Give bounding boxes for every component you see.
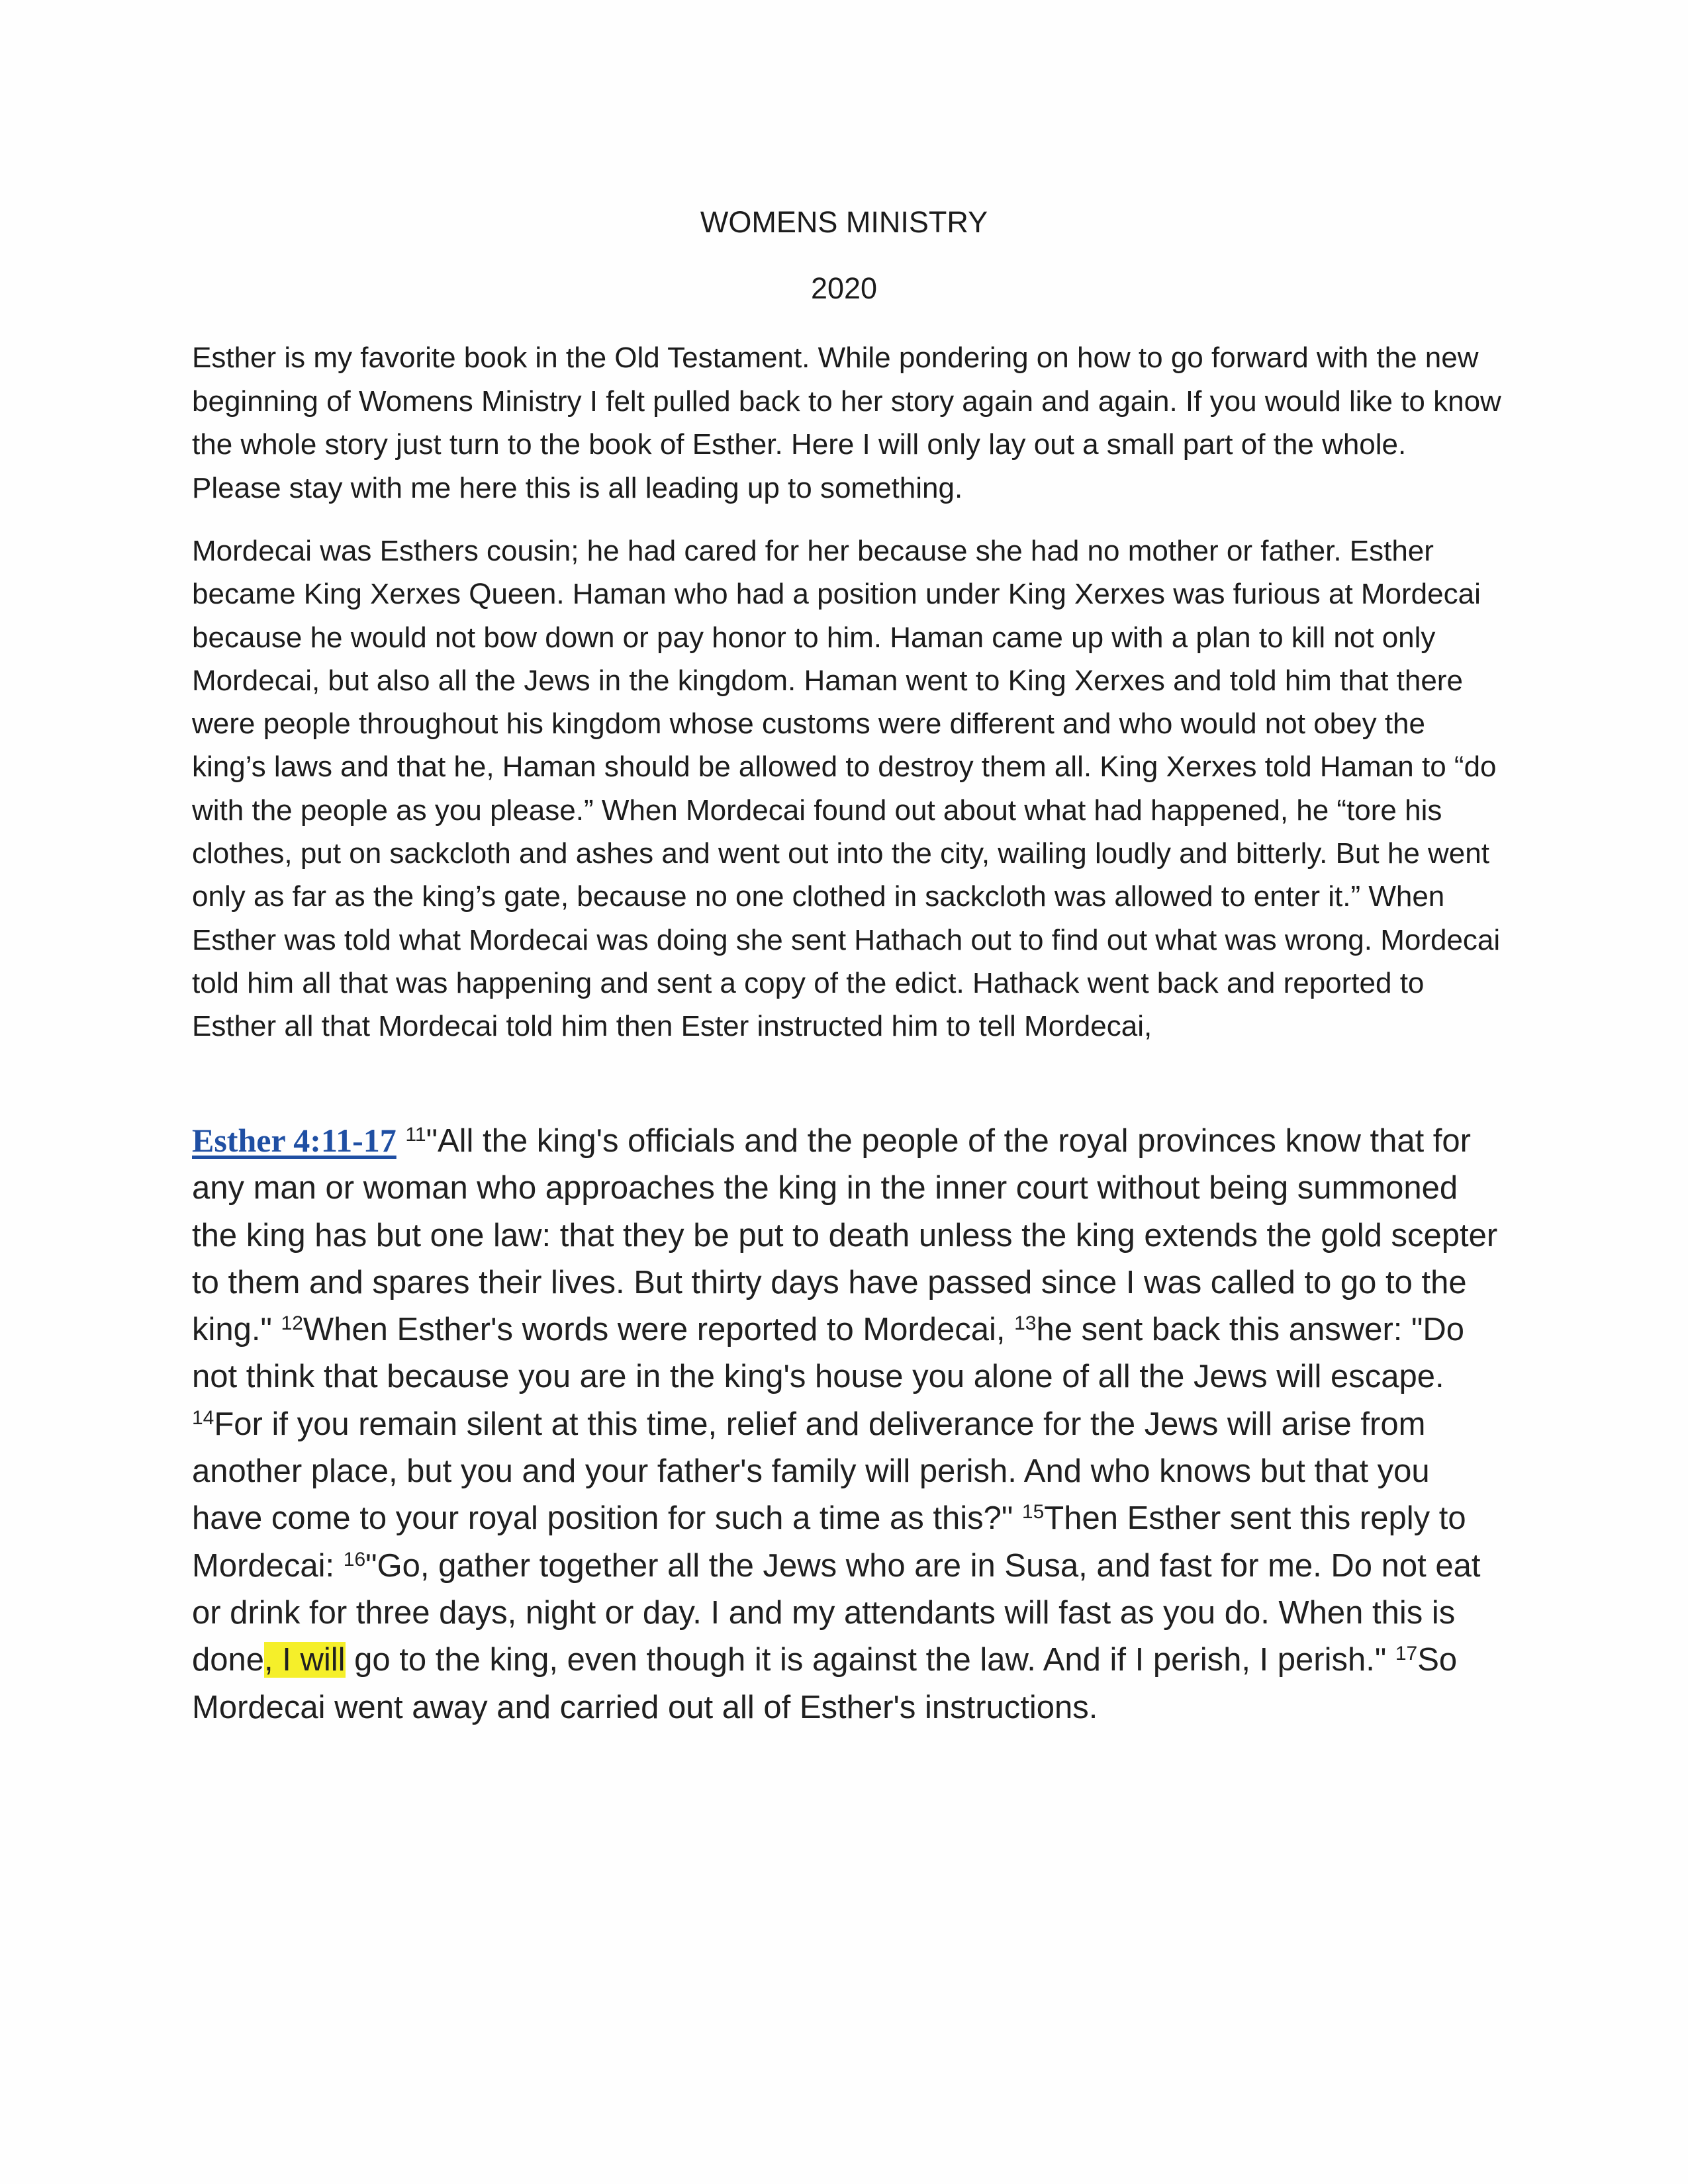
highlighted-text: , I will	[264, 1642, 346, 1678]
verse-number: 17	[1395, 1643, 1418, 1665]
verse-number: 15	[1021, 1501, 1045, 1524]
scripture-reference-link[interactable]: Esther 4:11-17	[192, 1122, 397, 1159]
verse-text: go to the king, even though it is against the law. And if I perish, I perish."	[345, 1642, 1395, 1678]
verse-text: he sent back this answer: "Do not think that because you are in the king's house you alone of all the Jews will escape.	[192, 1312, 1465, 1395]
verse-text: "Go, gather together all the Jews who are in Susa, and fast for me. Do not eat or drink for three days, night or day. I and my attendants will fast as you do. When this is done	[192, 1547, 1481, 1678]
verse-text: So Mordecai went away and carried out all of Esther's instructions.	[192, 1642, 1458, 1725]
document-year: 2020	[810, 271, 878, 305]
intro-paragraph: Esther is my favorite book in the Old Testament. While pondering on how to go forward with the new beginning of Womens Ministry I felt pulled back to her story again and again. If you would like to know the whole story just turn to the book of Esther. Here I will only lay out a small part of the whole. Please stay with me here this is all leading up to something.	[192, 341, 1501, 504]
verse-number: 16	[343, 1548, 366, 1570]
document-title: WOMENS MINISTRY	[700, 205, 988, 239]
verse-number: 14	[192, 1406, 214, 1429]
verse-text: Then Esther sent this reply to Mordecai:	[192, 1500, 1466, 1584]
verse-number: 11	[405, 1124, 426, 1146]
verse-number: 12	[281, 1312, 303, 1335]
scripture-passage	[192, 1117, 1503, 1731]
verse-number: 13	[1014, 1312, 1037, 1335]
story-paragraph: Mordecai was Esthers cousin; he had cared for her because she had no mother or father. Esther became King Xerxes Queen. Haman who had a position under King Xerxes was furious at Mordecai because he would not bow down or pay honor to him. Haman came up with a plan to kill not only Mordecai, but also all the Jews in the kingdom. Haman went to King Xerxes and told him that there were people throughout his kingdom whose customs were different and who would not obey the king’s laws and that he, Haman should be allowed to destroy them all. King Xerxes told Haman to “do with the people as you please.” When Mordecai found out about what had happened, he “tore his clothes, put on sackcloth and ashes and went out into the city, wailing loudly and bitterly. But he went only as far as the king’s gate, because no one clothed in sackcloth was allowed to enter it.” When Esther was told what Mordecai was doing she sent Hathach out to find out what was wrong. Mordecai told him all that was happening and sent a copy of the edict. Hathack went back and reported to Esther all that Mordecai told him then Ester instructed him to tell Mordecai,	[192, 535, 1501, 1043]
verse-text: "All the king's officials and the people of the royal provinces know that for any man or woman who approaches the king in the inner court without being summoned the king has but one law: that they be put to death unless the king extends the gold scepter to them and spares their lives. But thirty days have passed since I was called to go to the king."	[192, 1123, 1498, 1348]
verse-text: When Esther's words were reported to Mordecai,	[303, 1312, 1015, 1348]
verse-text: For if you remain silent at this time, relief and deliverance for the Jews will arise from another place, but you and your father's family will perish. And who knows but that you have come to your royal position for such a time as this?"	[192, 1406, 1430, 1537]
